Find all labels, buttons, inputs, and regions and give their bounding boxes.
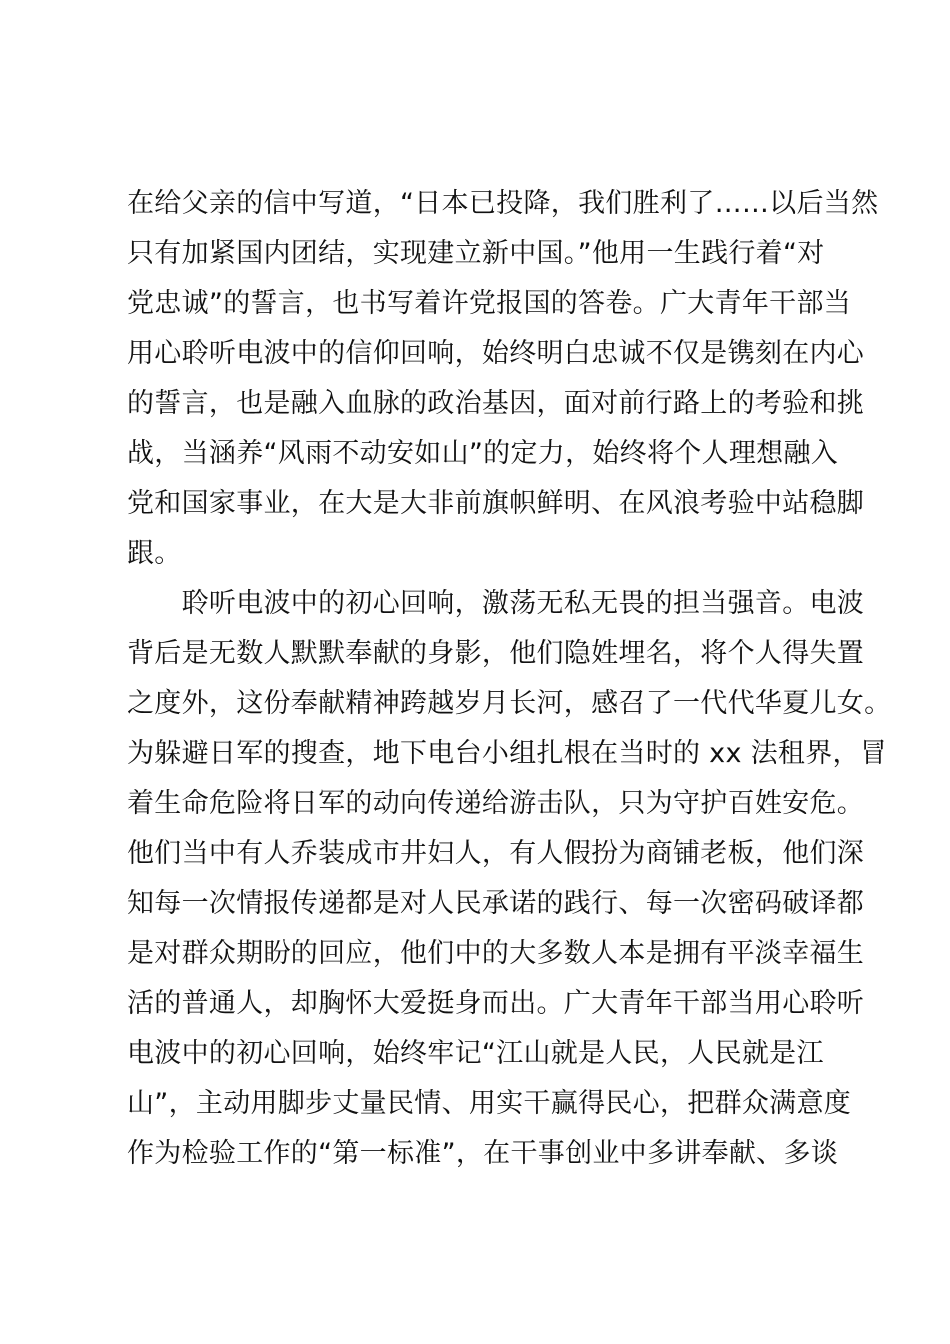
text-line: 电波中的初心回响，始终牢记“江山就是人民，人民就是江 (127, 1038, 824, 1069)
text-line: 党和国家事业，在大是大非前旗帜鲜明、在风浪考验中站稳脚 (127, 488, 865, 519)
text-line: 聆听电波中的初心回响，激荡无私无畏的担当强音。电波 (127, 588, 865, 619)
text-line: 党忠诚”的誓言，也书写着许党报国的答卷。广大青年干部当 (127, 288, 852, 319)
text-line: 的誓言，也是融入血脉的政治基因，面对前行路上的考验和挑 (127, 388, 865, 419)
text-line: 知每一次情报传递都是对人民承诺的践行、每一次密码破译都 (127, 888, 865, 919)
text-line: 战，当涵养“风雨不动安如山”的定力，始终将个人理想融入 (127, 438, 839, 469)
text-line: 作为检验工作的“第一标准”，在干事创业中多讲奉献、多谈 (127, 1138, 839, 1169)
text-line: 着生命危险将日军的动向传递给游击队，只为守护百姓安危。 (127, 788, 865, 819)
text-line: 之度外，这份奉献精神跨越岁月长河，感召了一代代华夏儿女。 (127, 688, 892, 719)
text-line: 背后是无数人默默奉献的身影，他们隐姓埋名，将个人得失置 (127, 638, 865, 669)
text-line: 跟。 (127, 538, 182, 569)
text-line: 他们当中有人乔装成市井妇人，有人假扮为商铺老板，他们深 (127, 838, 865, 869)
text-line: 只有加紧国内团结，实现建立新中国。”他用一生践行着“对 (127, 238, 825, 269)
text-line: 在给父亲的信中写道，“日本已投降，我们胜利了……以后当然 (127, 188, 879, 219)
text-line: 是对群众期盼的回应，他们中的大多数人本是拥有平淡幸福生 (127, 938, 865, 969)
text-line: 山”，主动用脚步丈量民情、用实干赢得民心，把群众满意度 (127, 1088, 852, 1119)
text-line: 为躲避日军的搜查，地下电台小组扎根在当时的 xx 法租界，冒 (127, 738, 888, 769)
text-line: 活的普通人，却胸怀大爱挺身而出。广大青年干部当用心聆听 (127, 988, 865, 1019)
text-line: 用心聆听电波中的信仰回响，始终明白忠诚不仅是镌刻在内心 (127, 338, 865, 369)
